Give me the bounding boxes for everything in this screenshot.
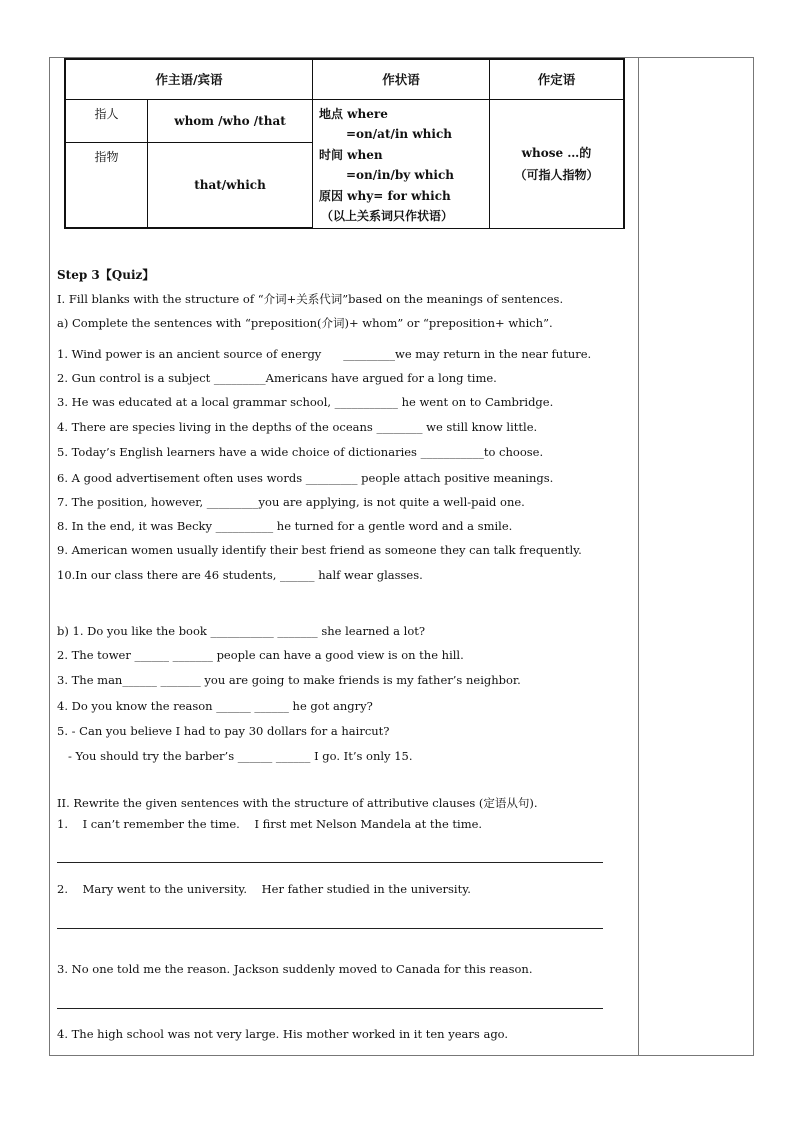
quiz-item: 5. Today’s English learners have a wide choice of dictionaries ___________to choose. [57,445,544,459]
row-person-value: whom /who /that [148,99,313,142]
adverbial-note: （以上关系词只作状语） [321,209,454,223]
quiz-item: 7. The position, however, _________you are applying, is not quite a well-paid one. [57,495,525,509]
row-thing-label: 指物 [65,142,148,228]
quiz-item: 9. American women usually identify their best friend as someone they can talk frequently. [57,543,582,557]
attributive-cell [490,99,625,228]
header-subject-object: 作主语/宾语 [65,59,313,99]
rewrite-item: 4. The high school was not very large. His mother worked in it ten years ago. [57,1027,509,1041]
right-margin-column-divider [638,57,639,1056]
part2-title: II. Rewrite the given sentences with the structure of attributive clauses (定语从句). [57,796,538,810]
quiz-item: 4. There are species living in the depths of the oceans ________ we still know little. [57,420,538,434]
adverbial-line: 地点 where [319,106,388,121]
part1a-instruction: a) Complete the sentences with “preposition(介词)+ whom” or “preposition+ which”. [57,316,553,330]
step-title: Step 3【Quiz】 [57,268,155,282]
quiz-item: b) 1. Do you like the book ___________ _______ she learned a lot? [57,624,426,638]
rewrite-item: 1. I can’t remember the time. I first met Nelson Mandela at the time. [57,817,483,831]
quiz-item: 4. Do you know the reason ______ ______ he got angry? [57,699,373,713]
answer-line[interactable] [57,1008,603,1009]
quiz-item: 3. The man______ _______ you are going to make friends is my father’s neighbor. [57,673,521,687]
attributive-line: whose …的 [521,145,592,160]
quiz-item: 2. The tower ______ _______ people can have a good view is on the hill. [57,648,464,662]
adverbial-line: =on/in/by which [346,168,455,182]
quiz-item: - You should try the barber’s ______ ______ I go. It’s only 15. [57,749,413,763]
quiz-item: 1. Wind power is an ancient source of energy _________we may return in the near future. [57,347,592,361]
attributive-note: （可指人指物） [514,167,599,182]
rewrite-item: 3. No one told me the reason. Jackson suddenly moved to Canada for this reason. [57,962,533,976]
adverbial-line: 时间 when [319,147,383,162]
adverbial-cell [313,99,490,228]
answer-line[interactable] [57,862,603,863]
rewrite-item: 2. Mary went to the university. Her father studied in the university. [57,882,471,896]
relative-pronoun-grammar-table [64,58,625,229]
quiz-item: 5. - Can you believe I had to pay 30 dollars for a haircut? [57,724,390,738]
quiz-item: 3. He was educated at a local grammar school, ___________ he went on to Cambridge. [57,395,554,409]
quiz-item: 6. A good advertisement often uses words _________ people attach positive meanings. [57,471,554,485]
row-person-label: 指人 [65,99,148,142]
header-attributive: 作定语 [490,59,625,99]
adverbial-line: =on/at/in which [346,127,452,141]
answer-line[interactable] [57,928,603,929]
part1-title: I. Fill blanks with the structure of “介词+关系代词”based on the meanings of sentences. [57,292,564,306]
row-thing-value: that/which [148,142,313,228]
quiz-item: 2. Gun control is a subject _________Americans have argued for a long time. [57,371,497,385]
quiz-item: 10.In our class there are 46 students, ______ half wear glasses. [57,568,423,582]
header-adverbial: 作状语 [313,59,490,99]
adverbial-line: 原因 why= for which [319,188,451,203]
quiz-item: 8. In the end, it was Becky __________ he turned for a gentle word and a smile. [57,519,513,533]
